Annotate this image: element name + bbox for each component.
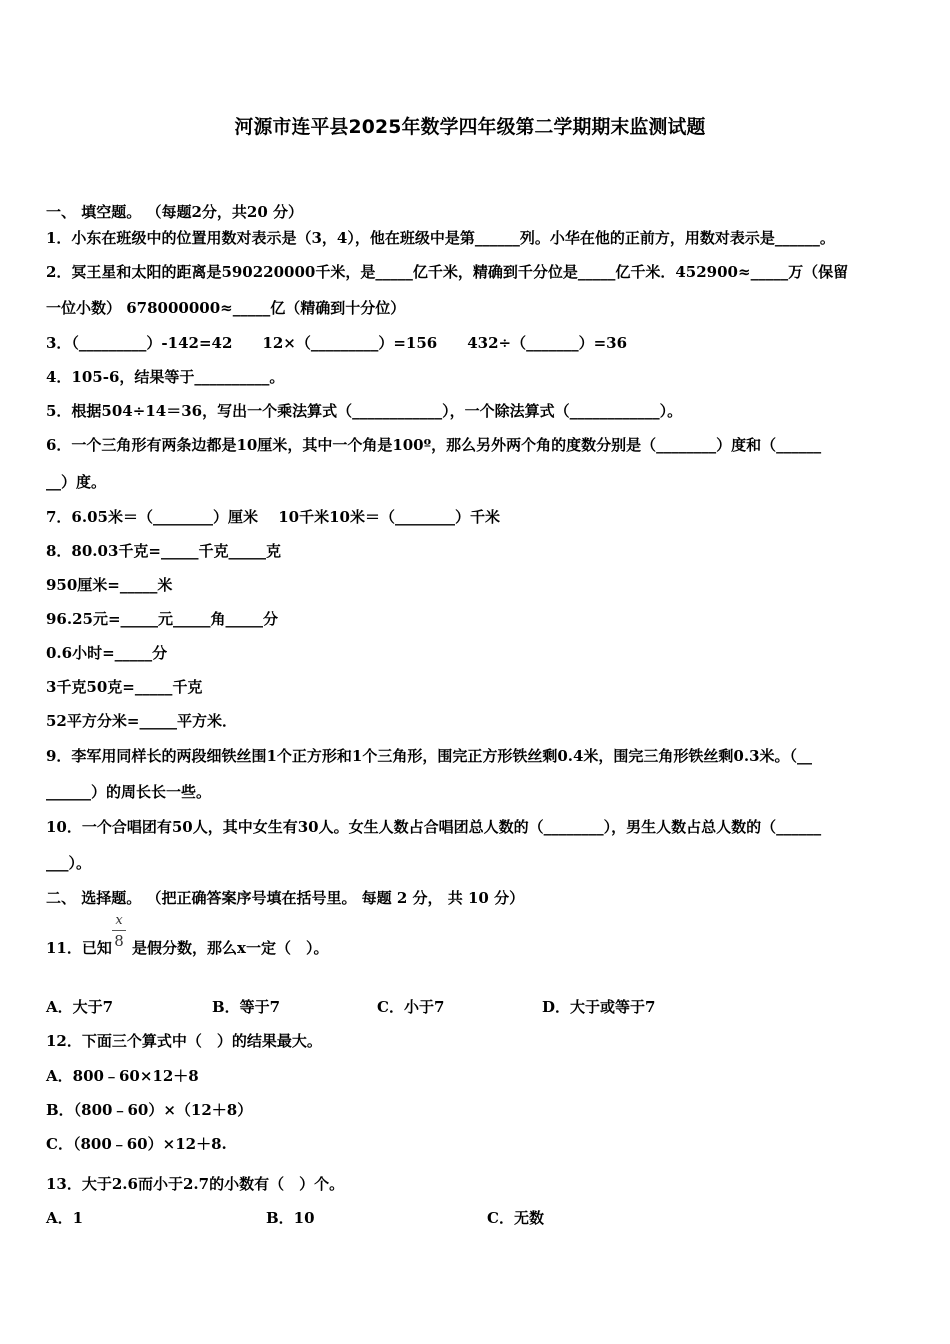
- question-11-suffix: 是假分数，那么x一定（ ）。: [132, 939, 329, 957]
- question-8-line-3: 96.25元=_____元_____角_____分: [46, 610, 279, 628]
- q11-option-d: D．大于或等于7: [542, 998, 656, 1016]
- question-4: 4．105-6，结果等于__________。: [46, 368, 285, 386]
- question-5: 5．根据504÷14＝36，写出一个乘法算式（____________），一个除法算式（____________）。: [46, 402, 683, 420]
- fraction-denominator: 8: [114, 932, 124, 950]
- question-9-line-2: ______）的周长长一些。: [46, 783, 212, 801]
- question-6-line-1: 6．一个三角形有两条边都是10厘米，其中一个角是100º，那么另外两个角的度数分别是（________）度和（______: [46, 436, 822, 454]
- question-2-line-2: 一位小数） 678000000≈_____亿（精确到十分位）: [46, 299, 406, 317]
- q12-option-b: B．（800﹣60）×（12＋8）: [46, 1101, 253, 1119]
- question-13: 13．大于2.6而小于2.7的小数有（ ）个。: [46, 1175, 345, 1193]
- q13-option-a: A．1: [46, 1209, 84, 1227]
- q12-option-c: C．（800﹣60）×12＋8.: [46, 1135, 227, 1153]
- question-2-line-1: 2．冥王星和太阳的距离是590220000千米，是_____亿千米，精确到千分位是_____亿千米．452900≈_____万（保留: [46, 263, 849, 281]
- question-11-prefix: 11．已知: [46, 939, 112, 957]
- question-8-line-5: 3千克50克=_____千克: [46, 678, 203, 696]
- question-10-line-1: 10．一个合唱团有50人，其中女生有30人。女生人数占合唱团总人数的（________），男生人数占总人数的（______: [46, 818, 822, 836]
- fraction-bar: [112, 930, 126, 931]
- question-8-line-2: 950厘米=_____米: [46, 576, 173, 594]
- q13-option-c: C．无数: [487, 1209, 544, 1227]
- question-12: 12．下面三个算式中（ ）的结果最大。: [46, 1032, 322, 1050]
- fraction-x-over-8: [112, 914, 126, 949]
- question-1: 1．小东在班级中的位置用数对表示是（3，4），他在班级中是第______列。小华在他的正前方，用数对表示是______。: [46, 229, 835, 247]
- question-10-line-2: ___）。: [46, 854, 92, 872]
- section-heading-choice: 二、 选择题。 （把正确答案序号填在括号里。 每题 2 分， 共 10 分）: [46, 889, 525, 907]
- q11-option-c: C．小于7: [377, 998, 445, 1016]
- question-3: 3．（_________）-142=42 12×（_________）=156 432÷（_______）=36: [46, 334, 628, 352]
- q11-option-b: B．等于7: [212, 998, 281, 1016]
- q13-option-b: B．10: [266, 1209, 315, 1227]
- question-8-line-6: 52平方分米=_____平方米．: [46, 712, 237, 730]
- question-8-line-1: 8．80.03千克=_____千克_____克: [46, 542, 281, 560]
- question-7: 7．6.05米＝（________）厘米 10千米10米＝（________）千米: [46, 508, 500, 526]
- question-8-line-4: 0.6小时=_____分: [46, 644, 168, 662]
- question-9-line-1: 9．李军用同样长的两段细铁丝围1个正方形和1个三角形，围完正方形铁丝剩0.4米，围完三角形铁丝剩0.3米。（__: [46, 747, 813, 765]
- q11-option-a: A．大于7: [46, 998, 114, 1016]
- question-6-line-2: __）度。: [46, 473, 107, 491]
- fraction-numerator: x: [115, 913, 123, 928]
- q12-option-a: A．800﹣60×12＋8: [46, 1067, 199, 1085]
- page-title: 河源市连平县2025年数学四年级第二学期期末监测试题: [234, 116, 706, 138]
- section-heading-fill-blank: 一、 填空题。 （每题2分，共20 分）: [46, 203, 303, 221]
